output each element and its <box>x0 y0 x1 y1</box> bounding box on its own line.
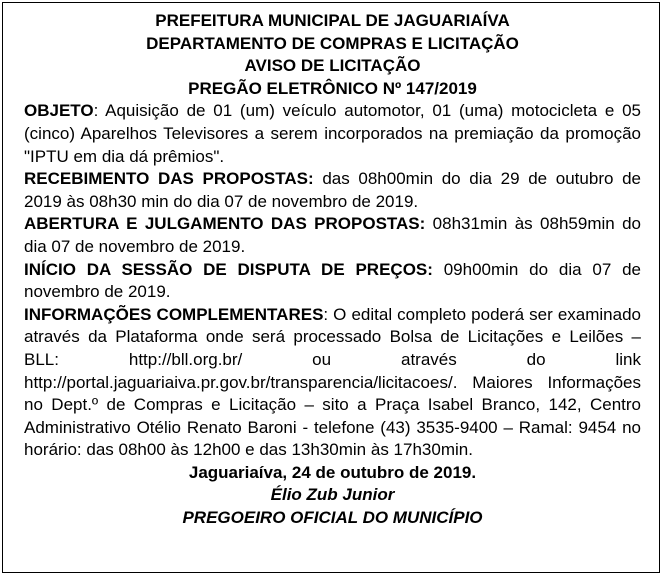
signature-title: PREGOEIRO OFICIAL DO MUNICÍPIO <box>182 508 483 528</box>
signature-place-date: Jaguariaíva, 24 de outubro de 2019. <box>188 462 477 482</box>
section-inicio-text: 09h00min do dia 07 de novembro de 2019. <box>24 259 641 302</box>
section-recebimento-label: RECEBIMENTO DAS PROPOSTAS: <box>24 169 314 189</box>
section-informacoes-label: INFORMAÇÕES COMPLEMENTARES <box>24 304 324 324</box>
section-inicio-label: INÍCIO DA SESSÃO DE DISPUTA DE PREÇOS: <box>24 259 433 279</box>
section-objeto <box>24 100 641 168</box>
section-objeto-text: : Aquisição de 01 (um) veículo automotor, 01 (uma) motocicleta e 05 (cinco) Aparelhos Televisores a serem incorporados na premiação da promoção "IPTU em dia dá prêmios". <box>24 101 641 166</box>
section-abertura-text: 08h31min às 08h59min do dia 07 de novembro de 2019. <box>24 214 641 256</box>
section-inicio <box>24 259 641 304</box>
notice-content <box>24 10 641 530</box>
section-informacoes <box>24 304 641 462</box>
header-line-notice: AVISO DE LICITAÇÃO <box>244 56 421 76</box>
section-informacoes-text: : O edital completo poderá ser examinado através da Plataforma onde será processado Bolsa de Licitações e Leilões – BLL: http://bll.org.br/ ou através do link http://portal.jaguariaiva.pr.gov.br/transparencia/licitacoes/. Maiores Informações no Dept.º de Compras e Licitação – sito a Praça Isabel Branco, 142, Centro Administrativo Otélio Renato Baroni - telefone (43) 3535-9400 – Ramal: 9454 no horário: das 08h00 às 12h00 e das 13h30min às 17h30min. <box>24 304 641 460</box>
section-abertura-label: ABERTURA E JULGAMENTO DAS PROPOSTAS: <box>24 214 426 234</box>
header-line-pregao: PREGÃO ELETRÔNICO Nº 147/2019 <box>188 78 477 98</box>
header-line-municipality: PREFEITURA MUNICIPAL DE JAGUARIAÍVA <box>155 11 510 30</box>
section-objeto-label: OBJETO <box>24 101 94 121</box>
section-abertura <box>24 213 641 258</box>
section-recebimento <box>24 168 641 213</box>
header-line-department: DEPARTAMENTO DE COMPRAS E LICITAÇÃO <box>146 33 519 53</box>
signature-name: Élio Zub Junior <box>270 485 395 505</box>
section-recebimento-text: das 08h00min do dia 29 de outubro de 2019 às 08h30 min do dia 07 de novembro de 2019. <box>24 169 641 211</box>
